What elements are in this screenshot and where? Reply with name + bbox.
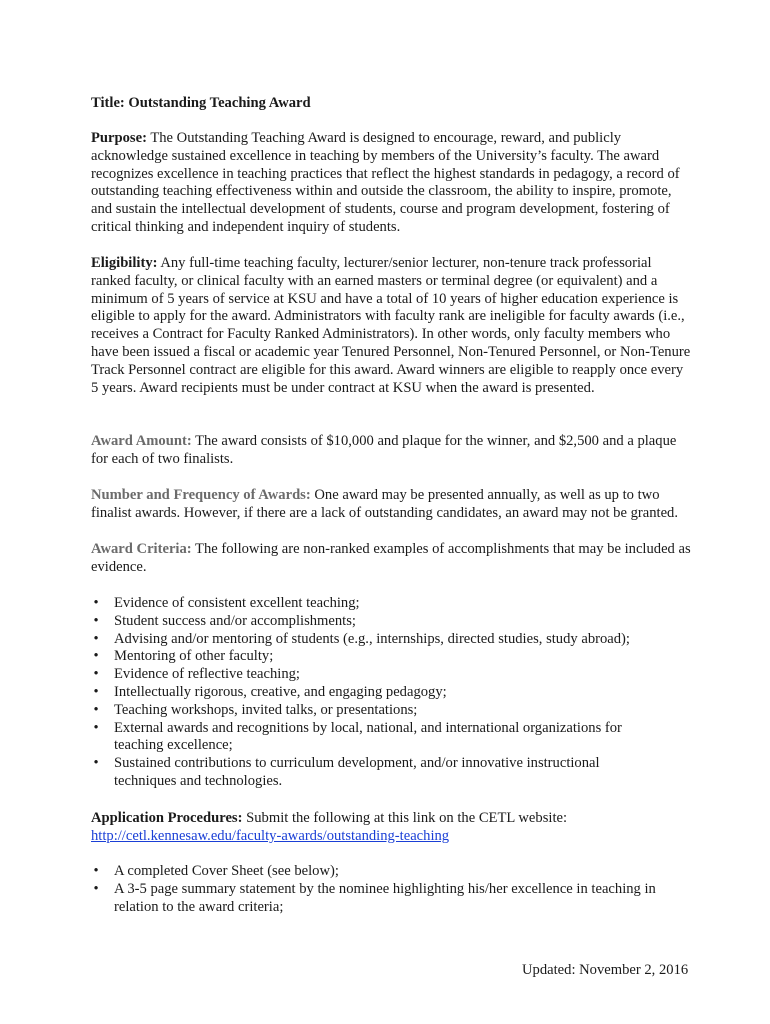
frequency-section — [91, 487, 691, 523]
frequency-text: One award may be presented annually, as well as up to two finalist awards. However, if there are a lack of outstanding candidates, an award may not be granted. — [91, 487, 678, 521]
list-item: • Mentoring of other faculty; — [91, 648, 691, 666]
purpose-text: The Outstanding Teaching Award is designed to encourage, reward, and publicly acknowledge sustained excellence in teaching by members of the University’s faculty. The award recognizes excellence in teaching practices that reflect the highest standards in pedagogy, a record of outstanding teaching effectiveness within and outside the classroom, the ability to inspire, promote, and sustain the intellectual development of students, course and program development, fostering of critical thinking and independent inquiry of students. — [91, 130, 680, 235]
list-item: • Evidence of reflective teaching; — [91, 666, 691, 684]
bullet-icon: • — [93, 755, 99, 772]
criteria-list — [91, 595, 691, 791]
bullet-icon: • — [93, 701, 99, 718]
list-item: • A 3-5 page summary statement by the nominee highlighting his/her excellence in teaching in relation to the award criteria; — [91, 881, 691, 917]
document-title: Title: Outstanding Teaching Award — [91, 95, 311, 111]
eligibility-text: Any full-time teaching faculty, lecturer/senior lecturer, non-tenure track professorial ranked faculty, or clinical faculty with an earned masters or terminal degree (or equivalent) and a minimum of 5 years of service at KSU and have a total of 10 years of higher education experience is eligible to apply for the award. Administrators with faculty rank are ineligible for faculty awards (i.e., receives a Contract for Faculty Ranked Administrators). In other words, only faculty members who have been issued a fiscal or academic year Tenured Personnel, Non-Tenured Personnel, or Non-Tenure Track Personnel contract are eligible for this award. Award winners are eligible to reapply once every 5 years. Award recipients must be under contract at KSU when the award is presented. — [91, 255, 691, 396]
purpose-section — [91, 130, 691, 237]
criteria-label: Award Criteria: — [91, 541, 192, 557]
bullet-icon: • — [93, 719, 99, 736]
award-amount-label: Award Amount: — [91, 433, 192, 449]
list-item: • Student success and/or accomplishments; — [91, 613, 691, 631]
eligibility-label: Eligibility: — [91, 255, 158, 271]
award-amount-text: The award consists of $10,000 and plaque for the winner, and $2,500 and a plaque for each of two finalists. — [91, 433, 677, 467]
award-amount-section — [91, 433, 691, 469]
application-list — [91, 863, 691, 916]
list-item: • Intellectually rigorous, creative, and engaging pedagogy; — [91, 684, 691, 702]
list-item: • External awards and recognitions by local, national, and international organizations for teaching excellence; — [91, 720, 691, 756]
bullet-icon: • — [93, 612, 99, 629]
application-section — [91, 810, 691, 846]
list-item: • Advising and/or mentoring of students (e.g., internships, directed studies, study abroad); — [91, 631, 691, 649]
bullet-icon: • — [93, 648, 99, 665]
updated-date: Updated: November 2, 2016 — [522, 962, 689, 978]
application-label: Application Procedures: — [91, 810, 243, 826]
cetl-website-link[interactable]: http://cetl.kennesaw.edu/faculty-awards/outstanding-teaching — [91, 827, 450, 844]
eligibility-section — [91, 255, 691, 397]
bullet-icon: • — [93, 683, 99, 700]
frequency-label: Number and Frequency of Awards: — [91, 487, 311, 503]
list-item: • Teaching workshops, invited talks, or presentations; — [91, 702, 691, 720]
application-text: Submit the following at this link on the CETL website: — [242, 810, 568, 826]
list-item: • Evidence of consistent excellent teaching; — [91, 595, 691, 613]
list-item: • Sustained contributions to curriculum development, and/or innovative instructional techniques and technologies. — [91, 755, 691, 791]
bullet-icon: • — [93, 595, 99, 611]
list-item: • A completed Cover Sheet (see below); — [91, 863, 691, 881]
bullet-icon: • — [93, 630, 99, 647]
bullet-icon: • — [93, 666, 99, 683]
bullet-icon: • — [93, 863, 99, 879]
criteria-text: The following are non-ranked examples of accomplishments that may be included as evidence. — [91, 541, 691, 575]
criteria-section — [91, 541, 691, 577]
purpose-label: Purpose: — [91, 130, 147, 146]
bullet-icon: • — [93, 880, 99, 897]
